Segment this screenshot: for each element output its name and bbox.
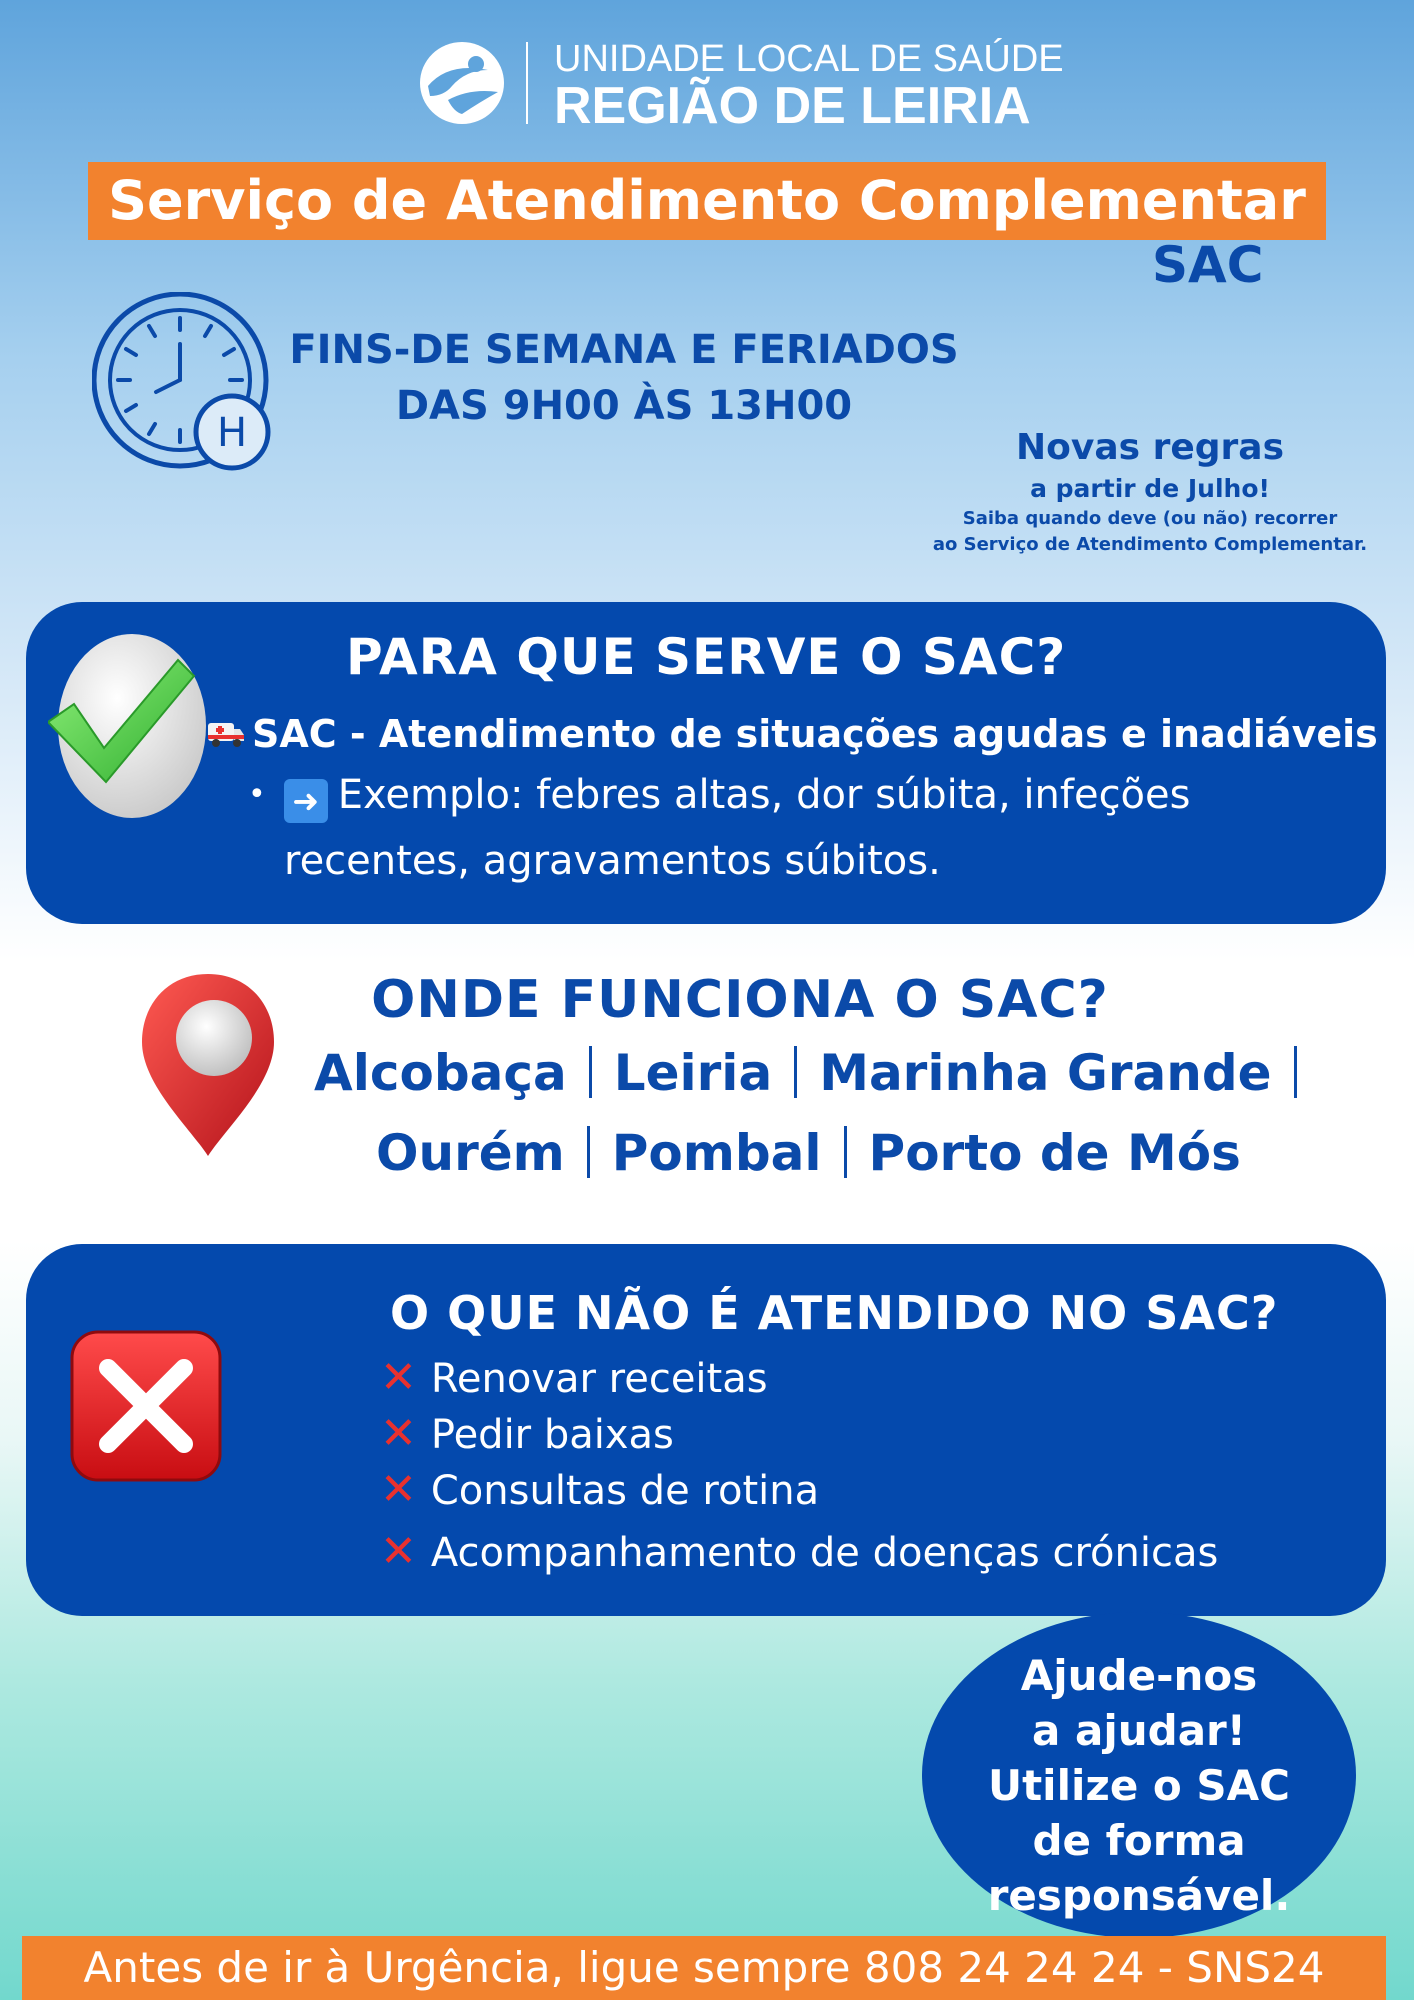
location-item: Porto de Mós — [868, 1124, 1241, 1182]
uls-logo-icon — [418, 40, 506, 126]
org-name-line1: UNIDADE LOCAL DE SAÚDE — [554, 38, 1064, 80]
header-logo — [418, 38, 1064, 135]
purpose-example — [248, 772, 1190, 823]
page-title: Serviço de Atendimento Complementar — [108, 169, 1306, 232]
checkmark-icon — [48, 630, 208, 820]
x-mark-icon: ✕ — [380, 1352, 417, 1403]
rules-subtitle: a partir de Julho! — [1030, 474, 1270, 503]
purpose-example-continued: recentes, agravamentos súbitos. — [284, 838, 941, 884]
arrow-right-icon: ➜ — [284, 779, 328, 823]
location-separator — [844, 1126, 847, 1178]
opening-hours — [286, 322, 962, 434]
locations-row-2 — [376, 1124, 1241, 1182]
location-separator — [1294, 1046, 1297, 1098]
callout-bubble — [922, 1612, 1356, 1938]
ambulance-icon — [206, 717, 246, 749]
purpose-example-text: Exemplo: febres altas, dor súbita, infeções — [337, 772, 1191, 818]
location-item: Leiria — [613, 1044, 773, 1102]
footer-text: Antes de ir à Urgência, ligue sempre 808 24 24 24 - SNS24 — [83, 1943, 1325, 1992]
list-item: ✕ Acompanhamento de doenças crónicas — [380, 1526, 1219, 1577]
location-item: Alcobaça — [314, 1044, 567, 1102]
x-box-icon — [70, 1330, 222, 1482]
location-item: Ourém — [376, 1124, 565, 1182]
list-item: ✕ Pedir baixas — [380, 1408, 674, 1459]
location-item: Pombal — [611, 1124, 822, 1182]
callout-text: Ajude-nos a ajudar! Utilize o SAC de forma responsável. — [987, 1651, 1291, 1920]
not-attended-title: O QUE NÃO É ATENDIDO NO SAC? — [390, 1286, 1279, 1340]
x-mark-icon: ✕ — [380, 1408, 417, 1459]
location-separator — [794, 1046, 797, 1098]
new-rules-note — [920, 424, 1380, 558]
clock-h-icon — [92, 292, 278, 478]
sac-acronym: SAC — [1152, 236, 1264, 294]
locations-title: ONDE FUNCIONA O SAC? — [371, 970, 1109, 1030]
logo-divider — [526, 42, 528, 124]
bullet-dot: • — [248, 777, 266, 812]
footer-banner — [22, 1936, 1386, 2000]
purpose-line-text: SAC - Atendimento de situações agudas e inadiáveis — [252, 712, 1378, 756]
x-mark-icon: ✕ — [380, 1464, 417, 1515]
purpose-card — [26, 602, 1386, 924]
purpose-line — [206, 712, 1378, 756]
rules-desc-line2: ao Serviço de Atendimento Complementar. — [932, 534, 1368, 555]
title-banner — [88, 162, 1326, 240]
x-mark-icon: ✕ — [380, 1526, 417, 1577]
rules-title: Novas regras — [1016, 427, 1284, 468]
org-name-line2: REGIÃO DE LEIRIA — [554, 77, 1031, 135]
svg-text:H: H — [216, 410, 248, 456]
location-separator — [589, 1046, 592, 1098]
rules-desc-line1: Saiba quando deve (ou não) recorrer — [962, 508, 1338, 529]
list-item: ✕ Renovar receitas — [380, 1352, 768, 1403]
list-item: ✕ Consultas de rotina — [380, 1464, 820, 1515]
hours-days: FINS-DE SEMANA E FERIADOS — [289, 327, 959, 373]
location-pin-icon — [138, 972, 278, 1158]
location-item: Marinha Grande — [819, 1044, 1272, 1102]
locations-row-1 — [314, 1044, 1319, 1102]
hours-time: DAS 9H00 ÀS 13H00 — [395, 383, 853, 429]
location-separator — [587, 1126, 590, 1178]
purpose-title: PARA QUE SERVE O SAC? — [346, 628, 1067, 686]
